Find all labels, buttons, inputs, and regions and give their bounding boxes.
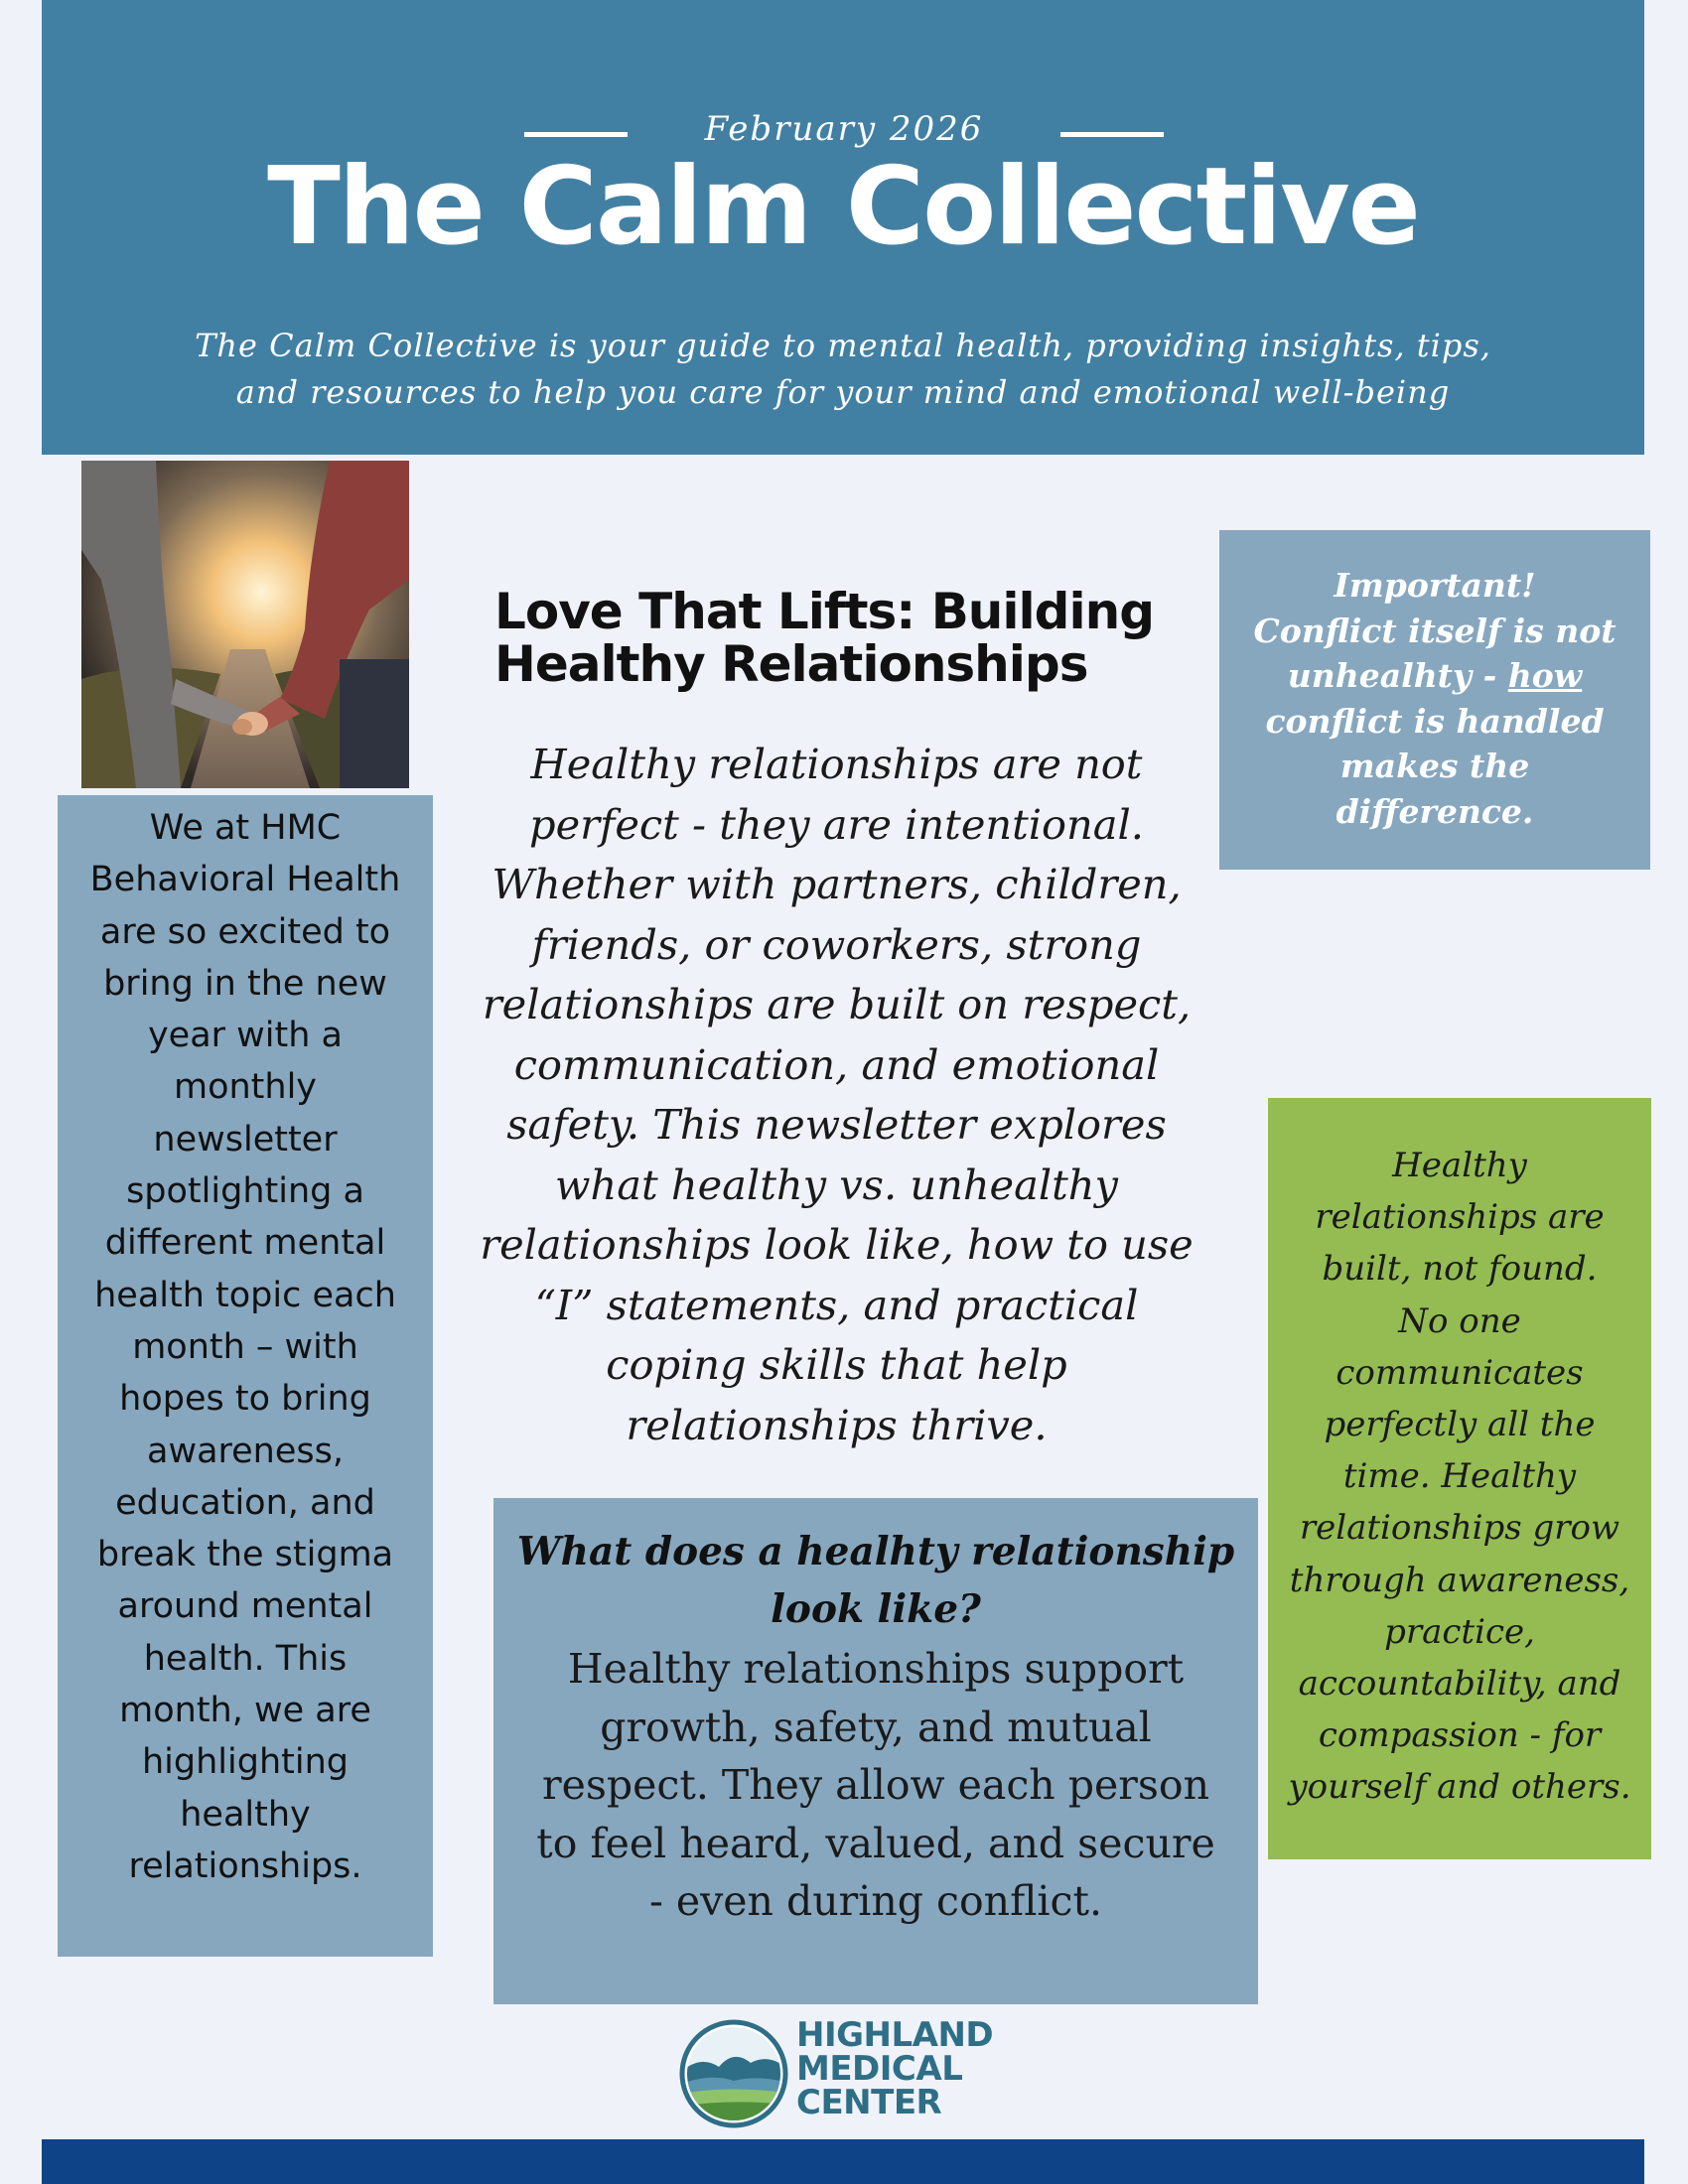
article-line: Healthy relationships are not (530, 740, 1143, 788)
question-heading-line: What does a healhty relationship (516, 1529, 1235, 1574)
tagline-line: and resources to help you care for your mind and emotional well-being (235, 373, 1451, 411)
article-title-line: Healthy Relationships (494, 635, 1088, 693)
intro-line: highlighting (141, 1742, 349, 1783)
intro-line: are so excited to (99, 911, 391, 952)
intro-line: healthy (180, 1794, 311, 1835)
article-body (452, 735, 1221, 1455)
mountain-logo-icon (679, 2019, 788, 2128)
question-line: respect. They allow each person (542, 1761, 1209, 1809)
newsletter-title: The Calm Collective (267, 145, 1419, 269)
intro-line: monthly (173, 1067, 318, 1108)
intro-line: month – with (132, 1326, 358, 1367)
article-title-line: Love That Lifts: Building (494, 583, 1154, 640)
quote-line: communicates (1336, 1352, 1584, 1393)
question-heading (501, 1523, 1250, 1638)
intro-line: break the stigma (96, 1535, 394, 1575)
callout-line: conflict is handled (1265, 701, 1605, 741)
article-line: relationships look like, how to use (480, 1220, 1194, 1269)
intro-line: bring in the new (103, 963, 387, 1004)
quote-line: built, not found. (1322, 1249, 1598, 1290)
logo-line: HIGHLAND (796, 2015, 994, 2055)
logo-line: CENTER (796, 2083, 942, 2122)
intro-line: relationships. (128, 1845, 362, 1886)
logo-line: MEDICAL (796, 2049, 963, 2089)
intro-line: month, we are (119, 1691, 371, 1731)
article-line: relationships are built on respect, (482, 980, 1192, 1028)
quote-line: compassion - for (1318, 1715, 1602, 1756)
question-line: - even during conflict. (648, 1877, 1103, 1925)
quote-line: accountability, and (1298, 1664, 1621, 1705)
question-line: Healthy relationships support (567, 1645, 1185, 1693)
intro-line: health. This (143, 1638, 348, 1679)
question-heading-line: look like? (771, 1586, 981, 1632)
article-line: what healthy vs. unhealthy (555, 1160, 1118, 1209)
question-body (501, 1640, 1250, 1931)
date-divider-left (524, 132, 628, 137)
quote-line: perfectly all the (1324, 1405, 1596, 1445)
intro-line: around mental (117, 1586, 373, 1627)
intro-line: year with a (147, 1016, 344, 1056)
callout-emphasis: how (1507, 656, 1583, 695)
article-line: communication, and emotional (513, 1039, 1160, 1089)
article-line: safety. This newsletter explores (506, 1100, 1167, 1149)
question-line: growth, safety, and mutual (600, 1703, 1152, 1751)
intro-line: education, and (115, 1482, 375, 1523)
intro-line: different mental (104, 1223, 386, 1264)
article-line: “I” statements, and practical (534, 1280, 1139, 1329)
footer-bar (42, 2139, 1644, 2184)
quote-line: time. Healthy (1342, 1456, 1577, 1497)
hospital-logo-wordmark (796, 2015, 1055, 2122)
article-line: perfect - they are intentional. (529, 799, 1144, 849)
callout-line: Conflict itself is not (1253, 611, 1617, 650)
callout-line (1231, 653, 1638, 699)
quote-line: through awareness, (1289, 1560, 1630, 1600)
article-line: relationships thrive. (626, 1400, 1048, 1449)
callout-line: difference. (1336, 791, 1534, 831)
question-line: to feel heard, valued, and secure (536, 1819, 1215, 1867)
intro-line: spotlighting a (126, 1171, 364, 1212)
intro-line: health topic each (94, 1275, 396, 1315)
intro-text (64, 802, 427, 1892)
article-line: Whether with partners, children, (492, 860, 1182, 908)
article-title (494, 583, 1190, 693)
quote-line: Healthy (1392, 1146, 1527, 1185)
article-line: coping skills that help (606, 1340, 1067, 1389)
quote-text (1271, 1140, 1648, 1814)
quote-line: yourself and others. (1288, 1767, 1631, 1808)
callout-line-start: unhealhty - (1287, 656, 1508, 695)
tagline-line: The Calm Collective is your guide to mental health, providing insights, tips, (195, 327, 1491, 364)
intro-line: hopes to bring (119, 1379, 371, 1420)
article-line: friends, or coworkers, strong (531, 919, 1142, 969)
intro-line: We at HMC (149, 808, 342, 848)
quote-line: No one (1398, 1300, 1521, 1341)
date-divider-right (1060, 132, 1164, 137)
intro-line: awareness, (147, 1431, 344, 1471)
important-callout-text (1231, 563, 1638, 834)
quote-line: relationships grow (1299, 1508, 1620, 1549)
intro-line: Behavioral Health (89, 860, 401, 900)
intro-line: newsletter (153, 1119, 338, 1160)
quote-line: relationships are (1315, 1197, 1605, 1238)
quote-line: practice, (1384, 1611, 1535, 1652)
newsletter-tagline (141, 323, 1545, 416)
holding-hands-photo (81, 461, 409, 788)
issue-date: February 2026 (704, 109, 984, 149)
callout-heading: Important! (1334, 566, 1536, 605)
callout-line: makes the (1339, 747, 1530, 785)
